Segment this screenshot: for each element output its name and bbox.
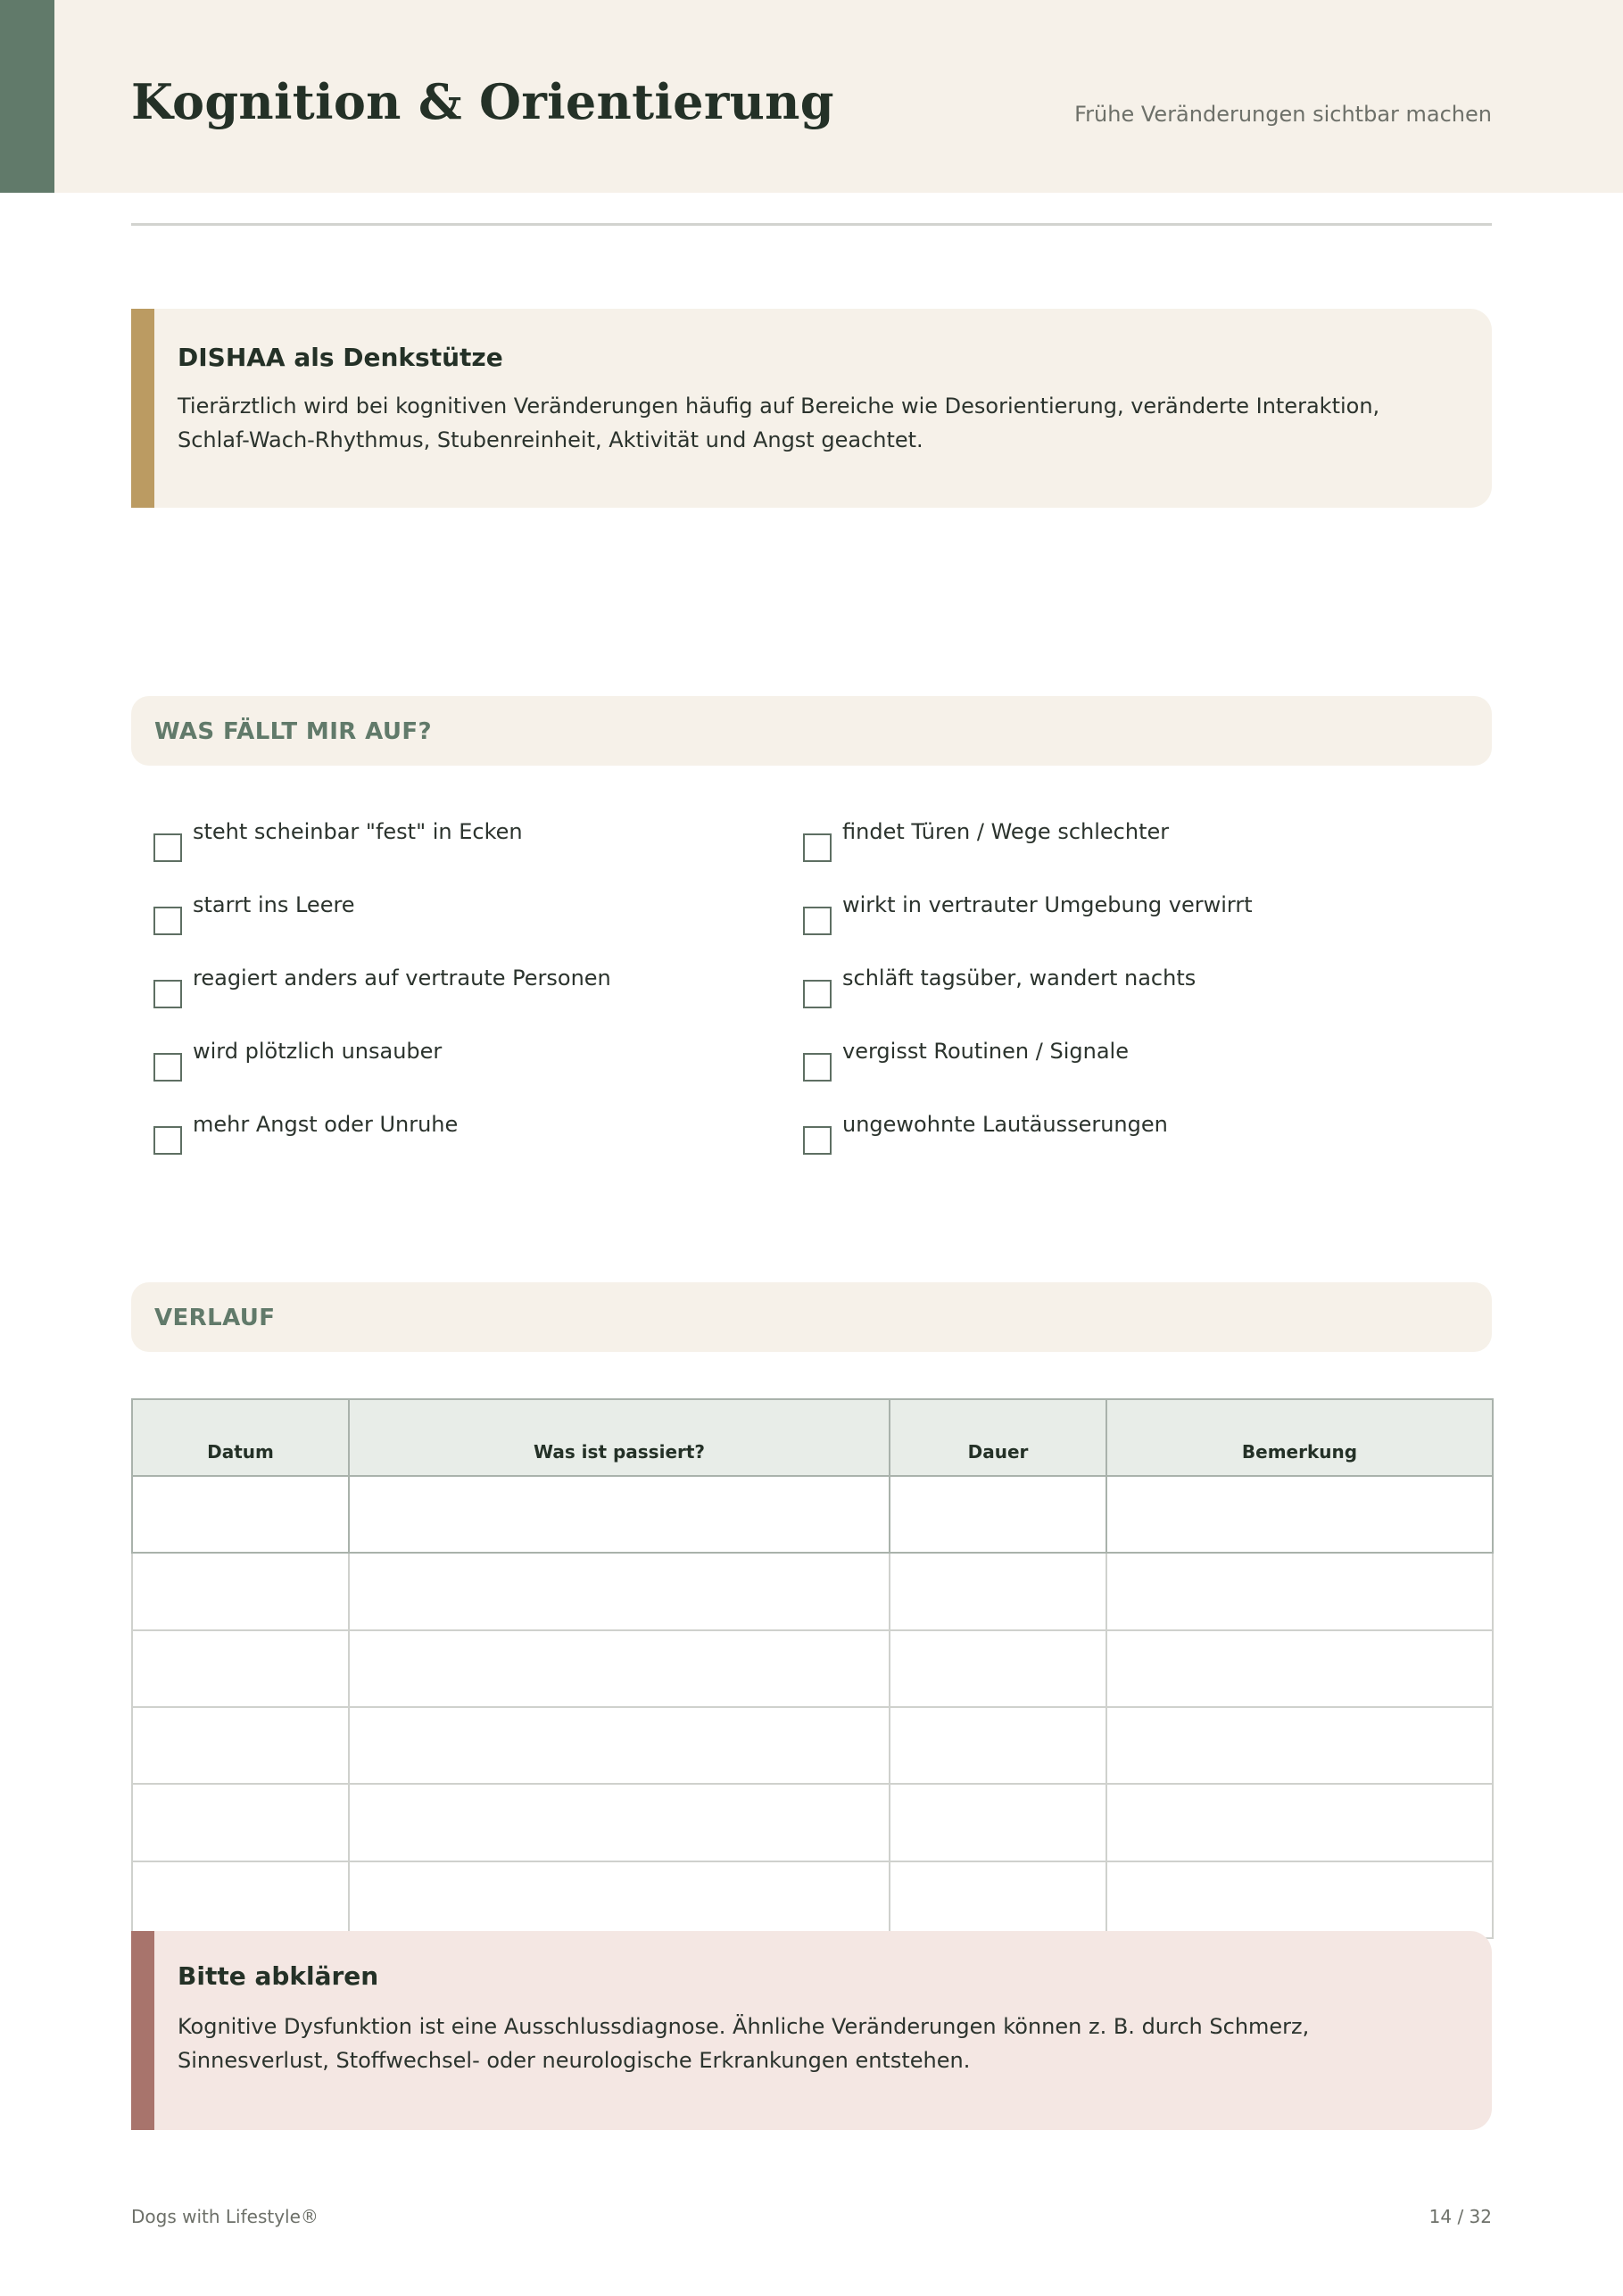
- column-header-was-ist-passiert: Was ist passiert?: [349, 1399, 890, 1476]
- checkbox[interactable]: [153, 907, 182, 935]
- page-title: Kognition & Orientierung: [131, 73, 834, 130]
- table-cell-was-ist-passiert[interactable]: [349, 1553, 890, 1629]
- info-callout-text: Tierärztlich wird bei kognitiven Veränderungen häufig auf Bereiche wie Desorientierung, veränderte Interaktion, Schlaf-Wach-Rhythmus, Stubenreinheit, Aktivität und Angst geachtet.: [178, 394, 1380, 452]
- column-header-bemerkung: Bemerkung: [1106, 1399, 1493, 1476]
- page-number: 14 / 32: [1428, 2206, 1492, 2227]
- check-item[interactable]: [803, 1107, 1428, 1155]
- table-cell-bemerkung[interactable]: [1106, 1784, 1493, 1861]
- observations-section-heading: [131, 696, 1492, 766]
- check-item[interactable]: [803, 960, 1428, 1008]
- check-item[interactable]: [803, 1033, 1428, 1082]
- info-callout-bar: [131, 309, 154, 508]
- table-cell-bemerkung[interactable]: [1106, 1630, 1493, 1707]
- warning-callout: [131, 1931, 1492, 2130]
- table-cell-datum[interactable]: [132, 1553, 349, 1629]
- checkbox[interactable]: [153, 833, 182, 862]
- table-row: [132, 1861, 1493, 1938]
- check-item-label: steht scheinbar "fest" in Ecken: [193, 819, 523, 844]
- table-cell-bemerkung[interactable]: [1106, 1553, 1493, 1629]
- table-cell-dauer[interactable]: [890, 1553, 1106, 1629]
- table-cell-bemerkung[interactable]: [1106, 1707, 1493, 1784]
- check-item-label: mehr Angst oder Unruhe: [193, 1112, 459, 1137]
- checkbox[interactable]: [803, 907, 832, 935]
- check-item[interactable]: [153, 814, 778, 862]
- log-table: [131, 1398, 1494, 1939]
- table-cell-was-ist-passiert[interactable]: [349, 1476, 890, 1553]
- table-cell-dauer[interactable]: [890, 1476, 1106, 1553]
- table-cell-dauer[interactable]: [890, 1784, 1106, 1861]
- warning-callout-bar: [131, 1931, 154, 2130]
- check-item[interactable]: [803, 887, 1428, 935]
- check-item[interactable]: [803, 814, 1428, 862]
- table-cell-datum[interactable]: [132, 1784, 349, 1861]
- info-callout-title: DISHAA als Denkstütze: [178, 343, 503, 372]
- checkbox[interactable]: [803, 980, 832, 1008]
- table-cell-bemerkung[interactable]: [1106, 1861, 1493, 1938]
- table-cell-dauer[interactable]: [890, 1861, 1106, 1938]
- table-cell-datum[interactable]: [132, 1861, 349, 1938]
- table-cell-was-ist-passiert[interactable]: [349, 1707, 890, 1784]
- observation-checklist: [131, 814, 1492, 1171]
- column-header-datum: Datum: [132, 1399, 349, 1476]
- table-cell-datum[interactable]: [132, 1476, 349, 1553]
- check-item-label: findet Türen / Wege schlechter: [842, 819, 1170, 844]
- table-row: [132, 1476, 1493, 1553]
- header-divider: [131, 223, 1492, 226]
- check-item[interactable]: [153, 1033, 778, 1082]
- checkbox[interactable]: [153, 1053, 182, 1082]
- table-cell-dauer[interactable]: [890, 1630, 1106, 1707]
- table-cell-was-ist-passiert[interactable]: [349, 1630, 890, 1707]
- info-callout: [131, 309, 1492, 508]
- check-item-label: wird plötzlich unsauber: [193, 1039, 443, 1064]
- log-section-heading: [131, 1282, 1492, 1352]
- checkbox[interactable]: [803, 1053, 832, 1082]
- check-item[interactable]: [153, 1107, 778, 1155]
- check-item[interactable]: [153, 960, 778, 1008]
- header-accent-bar: [0, 0, 54, 193]
- table-row: [132, 1784, 1493, 1861]
- table-row: [132, 1553, 1493, 1629]
- column-header-dauer: Dauer: [890, 1399, 1106, 1476]
- checkbox[interactable]: [803, 1126, 832, 1155]
- table-cell-datum[interactable]: [132, 1630, 349, 1707]
- warning-callout-title: Bitte abklären: [178, 1961, 379, 1991]
- warning-callout-text: Kognitive Dysfunktion ist eine Ausschlussdiagnose. Ähnliche Veränderungen können z. B. durch Schmerz, Sinnesverlust, Stoffwechsel- oder neurologische Erkrankungen entstehen.: [178, 2014, 1310, 2073]
- check-item-label: wirkt in vertrauter Umgebung verwirrt: [842, 892, 1253, 917]
- table-cell-bemerkung[interactable]: [1106, 1476, 1493, 1553]
- table-cell-was-ist-passiert[interactable]: [349, 1784, 890, 1861]
- check-item-label: ungewohnte Lautäusserungen: [842, 1112, 1168, 1137]
- log-heading-label: VERLAUF: [154, 1305, 276, 1331]
- table-cell-was-ist-passiert[interactable]: [349, 1861, 890, 1938]
- checkbox[interactable]: [803, 833, 832, 862]
- table-cell-datum[interactable]: [132, 1707, 349, 1784]
- table-row: [132, 1630, 1493, 1707]
- check-item-label: reagiert anders auf vertraute Personen: [193, 966, 611, 991]
- observations-heading-label: WAS FÄLLT MIR AUF?: [154, 718, 433, 745]
- page-header: [0, 0, 1623, 193]
- page-subtitle: Frühe Veränderungen sichtbar machen: [1074, 102, 1492, 127]
- check-item[interactable]: [153, 887, 778, 935]
- check-item-label: starrt ins Leere: [193, 892, 355, 917]
- footer-brand: Dogs with Lifestyle®: [131, 2206, 319, 2227]
- check-item-label: schläft tagsüber, wandert nachts: [842, 966, 1197, 991]
- check-item-label: vergisst Routinen / Signale: [842, 1039, 1129, 1064]
- table-row: [132, 1707, 1493, 1784]
- checkbox[interactable]: [153, 1126, 182, 1155]
- checkbox[interactable]: [153, 980, 182, 1008]
- table-cell-dauer[interactable]: [890, 1707, 1106, 1784]
- table-header-row: [132, 1399, 1493, 1476]
